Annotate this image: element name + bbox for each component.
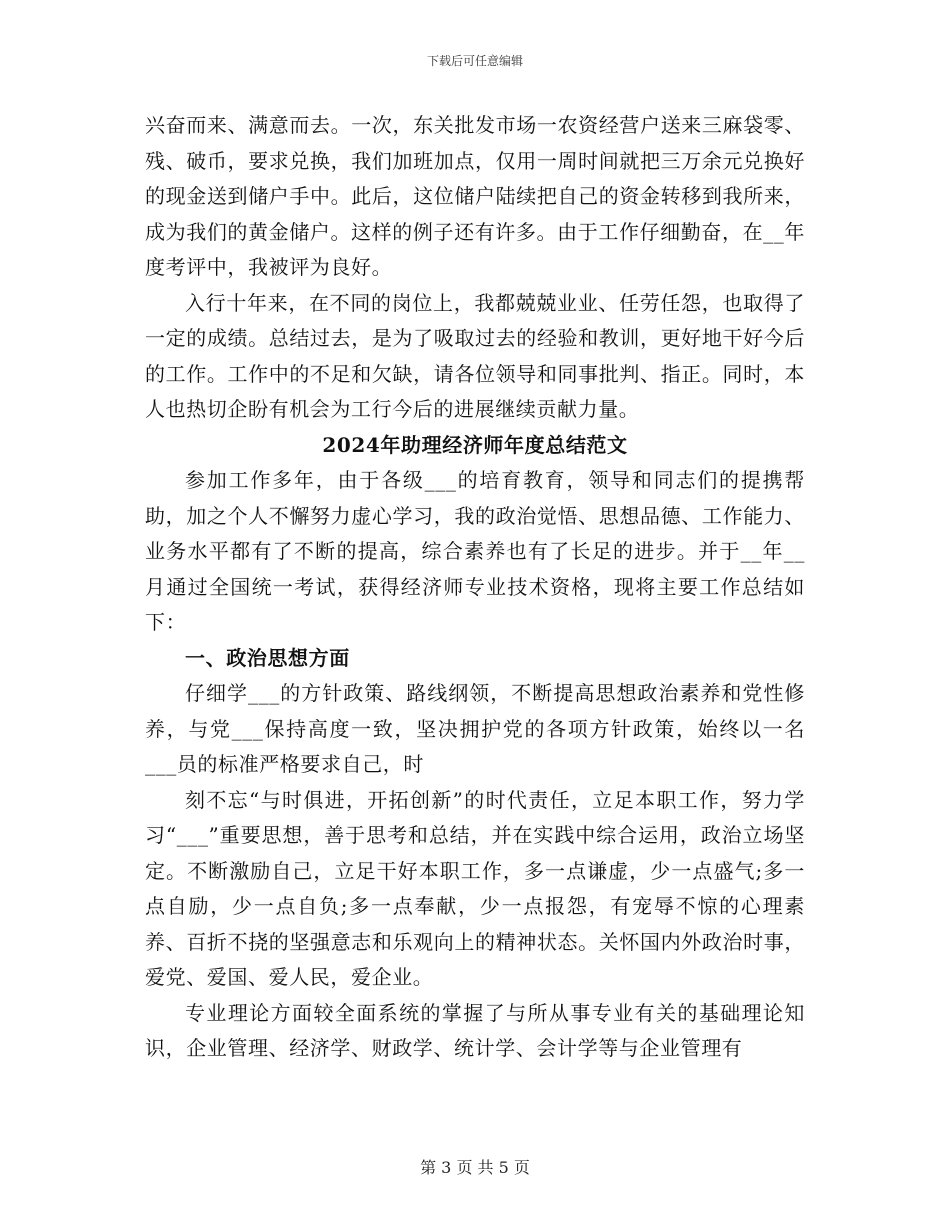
paragraph-politics-1: 仔细学___的方针政策、路线纲领，不断提高思想政治素养和党性修养，与党___保持高度一致，坚决拥护党的各项方针政策，始终以一名___员的标准严格要求自己，时: [145, 681, 805, 776]
article-title: 2024年助理经济师年度总结范文: [322, 432, 628, 457]
paragraph-summary: 入行十年来，在不同的岗位上，我都兢兢业业、任劳任怨，也取得了一定的成绩。总结过去，是为了吸取过去的经验和教训，更好地干好今后的工作。工作中的不足和欠缺，请各位领导和同事批判、指正。同时，本人也热切企盼有机会为工行今后的进展继续贡献力量。: [145, 290, 805, 421]
paragraph-politics-2: 刻不忘“与时俱进，开拓创新”的时代责任，立足本职工作，努力学习“___”重要思想，善于思考和总结，并在实践中综合运用，政治立场坚定。不断激励自己，立足干好本职工作，多一点谦虚，少一点盛气;多一点自励，少一点自负;多一点奉献，少一点报怨，有宠辱不惊的心理素养、百折不挠的坚强意志和乐观向上的精神状态。关怀国内外政治时事，爱党、爱国、爱人民，爱企业。: [145, 787, 805, 989]
page-header: 下载后可任意编辑: [426, 54, 523, 68]
paragraph-continuation: 兴奋而来、满意而去。一次，东关批发市场一农资经营户送来三麻袋零、残、破币，要求兑换，我们加班加点，仅用一周时间就把三万余元兑换好的现金送到储户手中。此后，这位储户陆续把自己的资金转移到我所来，成为我们的黄金储户。这样的例子还有许多。由于工作仔细勤奋，在__年度考评中，我被评为良好。: [145, 113, 805, 279]
document-body: [145, 108, 805, 1067]
section-heading-politics: 一、政治思想方面: [185, 645, 350, 670]
paragraph-intro: 参加工作多年，由于各级___的培育教育，领导和同志们的提携帮助，加之个人不懈努力虚心学习，我的政治觉悟、思想品德、工作能力、业务水平都有了不断的提高，综合素养也有了长足的进步。并于__年__月通过全国统一考试，获得经济师专业技术资格，现将主要工作总结如下：: [145, 468, 805, 634]
page-footer: 第 3 页 共 5 页: [420, 1158, 530, 1177]
paragraph-professional-theory: 专业理论方面较全面系统的掌握了与所从事专业有关的基础理论知识，企业管理、经济学、财政学、统计学、会计学等与企业管理有: [145, 1000, 805, 1060]
